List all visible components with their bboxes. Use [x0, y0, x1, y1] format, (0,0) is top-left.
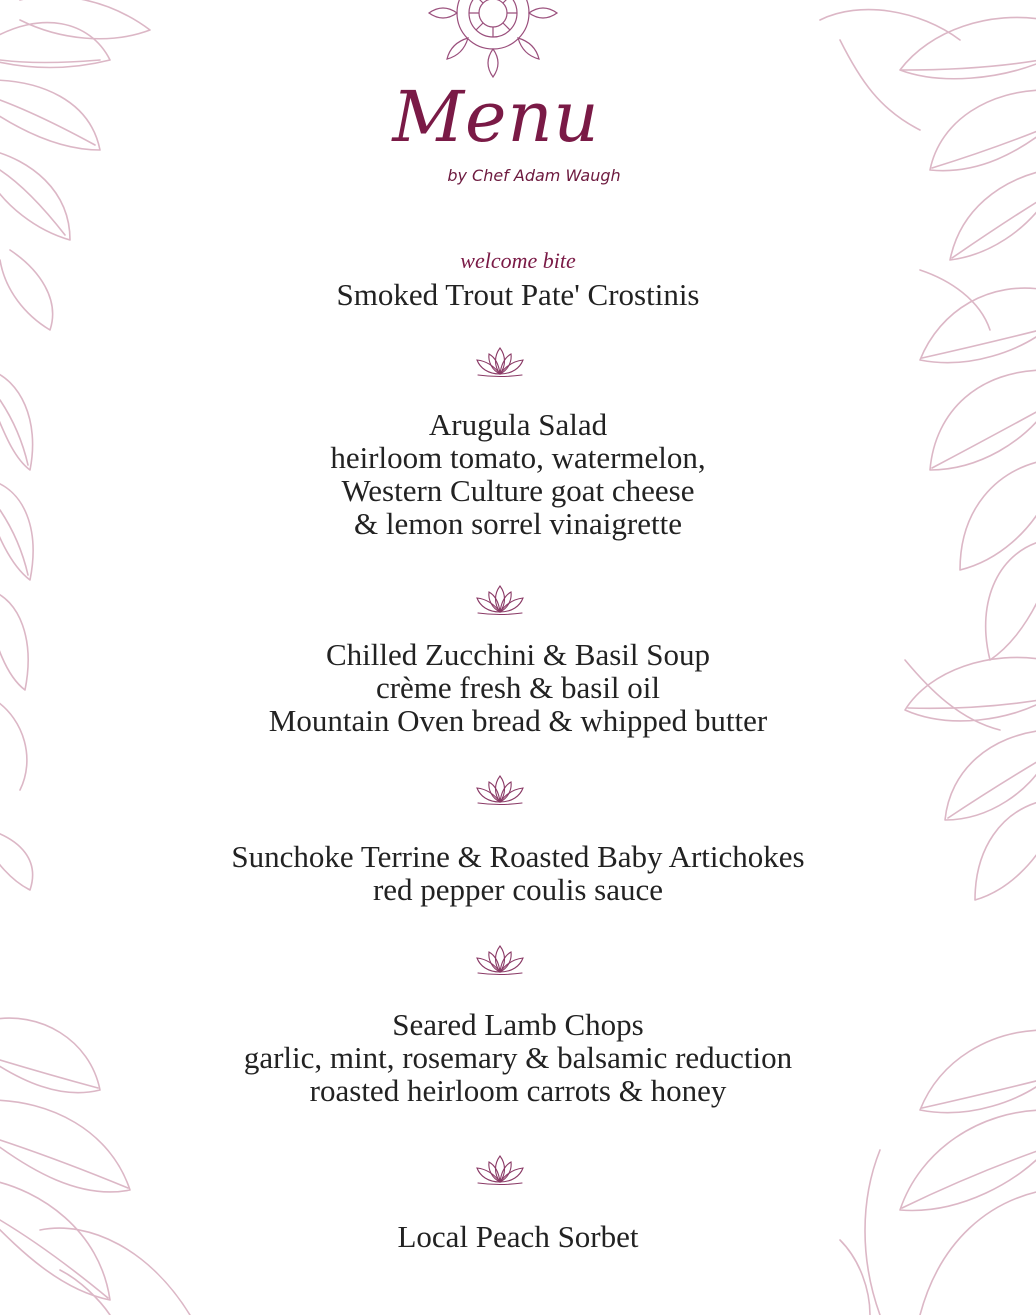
lotus-icon	[472, 582, 528, 616]
mandala-icon	[418, 0, 568, 78]
course-label-welcome: welcome bite	[460, 248, 576, 273]
dish-line: & lemon sorrel vinaigrette	[354, 506, 682, 541]
dish-line: Western Culture goat cheese	[341, 473, 695, 508]
dish-line: Sunchoke Terrine & Roasted Baby Artichokes	[231, 839, 805, 874]
course-dessert	[0, 1220, 1036, 1253]
course-welcome-bite	[0, 278, 1036, 311]
dish-line: Local Peach Sorbet	[397, 1219, 639, 1254]
lotus-icon	[472, 344, 528, 378]
lotus-icon	[472, 1152, 528, 1186]
chef-byline: by Chef Adam Waugh	[447, 166, 621, 185]
dish-line: Seared Lamb Chops	[392, 1007, 644, 1042]
dish-line: roasted heirloom carrots & honey	[309, 1073, 727, 1108]
course-terrine	[0, 840, 1036, 906]
dish-line: heirloom tomato, watermelon,	[330, 440, 706, 475]
course-lamb	[0, 1008, 1036, 1107]
lotus-icon	[472, 772, 528, 806]
dish-line: Arugula Salad	[428, 407, 608, 442]
dish-line: Smoked Trout Pate' Crostinis	[336, 277, 700, 312]
course-soup	[0, 638, 1036, 737]
dish-line: Chilled Zucchini & Basil Soup	[325, 637, 711, 672]
dish-line: Mountain Oven bread & whipped butter	[268, 703, 768, 738]
menu-title: Menu	[392, 76, 600, 158]
dish-line: garlic, mint, rosemary & balsamic reduction	[243, 1040, 793, 1075]
course-salad	[0, 408, 1036, 540]
dish-line: red pepper coulis sauce	[372, 872, 664, 907]
lotus-icon	[472, 942, 528, 976]
dish-line: crème fresh & basil oil	[375, 670, 661, 705]
